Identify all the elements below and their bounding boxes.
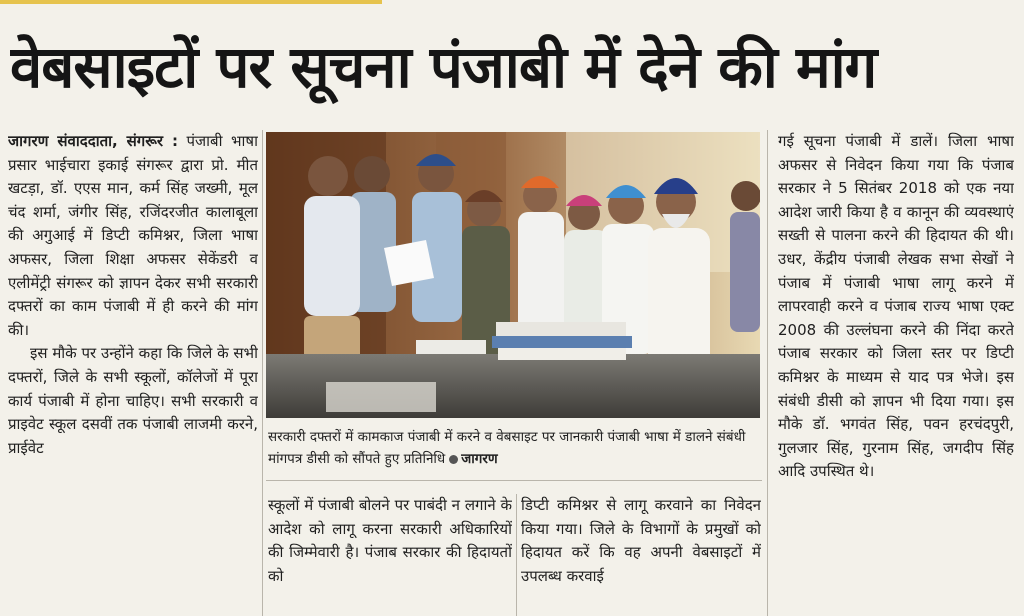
article-column-left — [8, 130, 258, 616]
caption-divider — [266, 480, 762, 481]
paragraph-intro — [8, 130, 258, 342]
paragraph-intro-text: पंजाबी भाषा प्रसार भाईचारा इकाई संगरूर द्वारा प्रो. मीत खटड़ा, डॉ. एएस मान, कर्म सिंह जख्मी, मूल चंद शर्मा, जंगीर सिंह, रजिंदरजीत कालाबूला की अगुआई में डिप्टी कमिश्नर, जिला भाषा अफसर, जिला शिक्षा अफसर सेकेंडरी व एलीमेंट्री संगरूर को ज्ञापन देकर सभी सरकारी दफ्तरों का काम पंजाबी में ही करने की मांग की। — [8, 132, 258, 339]
paragraph-right: गई सूचना पंजाबी में डालें। जिला भाषा अफसर से निवेदन किया गया कि पंजाब सरकार ने 5 सितंबर 2018 को एक नया आदेश जारी किया है व कानून की व्यवस्थाएं सख्ती से पालना करने की हिदायत की थी। उधर, केंद्रीय पंजाबी लेखक सभा सेखों ने पंजाब में पंजाबी भाषा लागू करने में लापरवाही करने व पंजाब राज्य भाषा एक्ट 2008 की उल्लंघना करने की निंदा करते पंजाब सरकार को जिला स्तर पर डिप्टी कमिश्नर के माध्यम से याद पत्र भेजे। इस संबंधी डीसी को ज्ञापन भी दिया गया। इस मौके डॉ. भगवंत सिंह, पवन हरचंदपुरी, गुलजार सिंह, गुरनाम सिंह, जगदीप सिंह आदि उपस्थित थे। — [778, 132, 1014, 481]
article-column-middle-a — [268, 494, 512, 616]
article-column-middle-b — [521, 494, 761, 616]
caption-text: सरकारी दफ्तरों में कामकाज पंजाबी में करने व वेबसाइट पर जानकारी पंजाबी भाषा में डालने संबंधी मांगपत्र डीसी को सौंपते हुए प्रतिनिधि — [268, 429, 746, 467]
photo-credit: जागरण — [461, 451, 498, 467]
bullet-icon — [449, 455, 458, 464]
paragraph-second: इस मौके पर उन्होंने कहा कि जिले के सभी दफ्तरों, जिले के सभी स्कूलों, कॉलेजों में पूरा कार्य पंजाबी में होना चाहिए। सभी सरकारी व प्राइवेट स्कूल दसवीं तक पंजाबी लाजमी करने, प्राईवेट — [8, 344, 258, 457]
top-color-strip — [0, 0, 382, 4]
paragraph-middle-a: स्कूलों में पंजाबी बोलने पर पाबंदी न लगाने के आदेश को लागू करना सरकारी अधिकारियों की जिम्मेवारी है। पंजाब सरकार की हिदायतों को — [268, 496, 512, 585]
paragraph-middle-b: डिप्टी कमिश्नर से लागू करवाने का निवेदन किया गया। जिले के विभागों के प्रमुखों को हिदायत करें कि वह अपनी वेबसाइटों में उपलब्ध करवाई — [521, 496, 761, 585]
column-divider — [262, 130, 263, 616]
byline: जागरण संवाददाता, संगरूर : — [8, 132, 178, 150]
column-divider — [767, 130, 768, 616]
photo-caption — [268, 426, 762, 474]
column-divider — [516, 494, 517, 616]
article-column-right — [778, 130, 1014, 616]
news-photo — [266, 132, 760, 418]
headline: वेबसाइटों पर सूचना पंजाबी में देने की मांग — [10, 33, 877, 101]
